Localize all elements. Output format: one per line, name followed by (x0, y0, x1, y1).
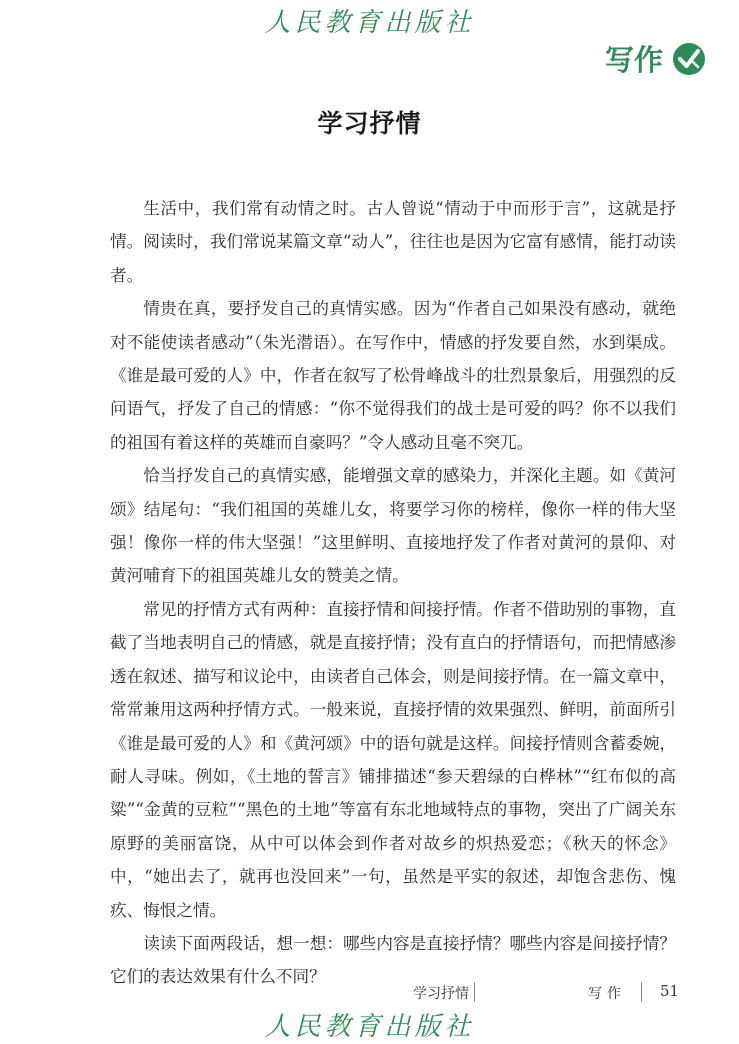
section-tag (605, 38, 707, 79)
page-number: 51 (660, 982, 680, 1000)
section-tag-label: 写作 (604, 43, 663, 77)
paragraph: 常见的抒情方式有两种：直接抒情和间接抒情。作者不借助别的事物，直截了当地表明自己的情感，就是直接抒情；没有直白的抒情语句，而把情感渗透在叙述、描写和议论中，由读者自己体会，则是间接抒情。在一篇文章中，常常兼用这两种抒情方式。一般来说，直接抒情的效果强烈、鲜明，前面所引《谁是最可爱的人》和《黄河颂》中的语句就是这样。间接抒情则含蓄委婉，耐人寻味。例如，《土地的誓言》铺排描述“参天碧绿的白桦林”“红布似的高粱”“金黄的豆粒”“黑色的土地”等富有东北地域特点的事物，突出了广阔关东原野的美丽富饶，从中可以体会到作者对故乡的炽热爱恋；《秋天的怀念》中，“她出去了，就再也没回来”一句，虽然是平实的叙述，却饱含悲伤、愧疚、悔恨之情。 (110, 599, 676, 920)
footer-divider (641, 982, 642, 1002)
paragraph: 恰当抒发自己的真情实感，能增强文章的感染力，并深化主题。如《黄河颂》结尾句：“我们祖国的英雄儿女，将要学习你的榜样，像你一样的伟大坚强！像你一样的伟大坚强！”这里鲜明、直接地抒发了作者对黄河的景仰、对黄河哺育下的祖国英雄儿女的赞美之情。 (110, 466, 676, 586)
page-footer (0, 980, 739, 1006)
paragraph: 读读下面两段话，想一想：哪些内容是直接抒情？哪些内容是间接抒情？它们的表达效果有什么不同？ (110, 933, 676, 987)
body-text (110, 192, 676, 994)
pen-check-icon (671, 41, 707, 77)
footer-chapter-title: 学习抒情 (413, 986, 469, 1002)
paragraph: 生活中，我们常有动情之时。古人曾说“情动于中而形于言”，这就是抒情。阅读时，我们常说某篇文章“动人”，往往也是因为它富有感情，能打动读者。 (110, 199, 676, 285)
footer-section-label: 写作 (588, 986, 626, 1002)
footer-divider (474, 982, 475, 1002)
page-title: 学习抒情 (317, 109, 422, 138)
publisher-logo-top: 人民教育出版社 (264, 8, 475, 38)
publisher-logo-bottom: 人民教育出版社 (264, 1012, 475, 1042)
paragraph: 情贵在真，要抒发自己的真情实感。因为“作者自己如果没有感动，就绝对不能使读者感动”（朱光潜语）。在写作中，情感的抒发要自然，水到渠成。《谁是最可爱的人》中，作者在叙写了松骨峰战斗的壮烈景象后，用强烈的反问语气，抒发了自己的情感：“你不觉得我们的战士是可爱的吗？你不以我们的祖国有着这样的英雄而自豪吗？”令人感动且毫不突兀。 (110, 299, 676, 452)
